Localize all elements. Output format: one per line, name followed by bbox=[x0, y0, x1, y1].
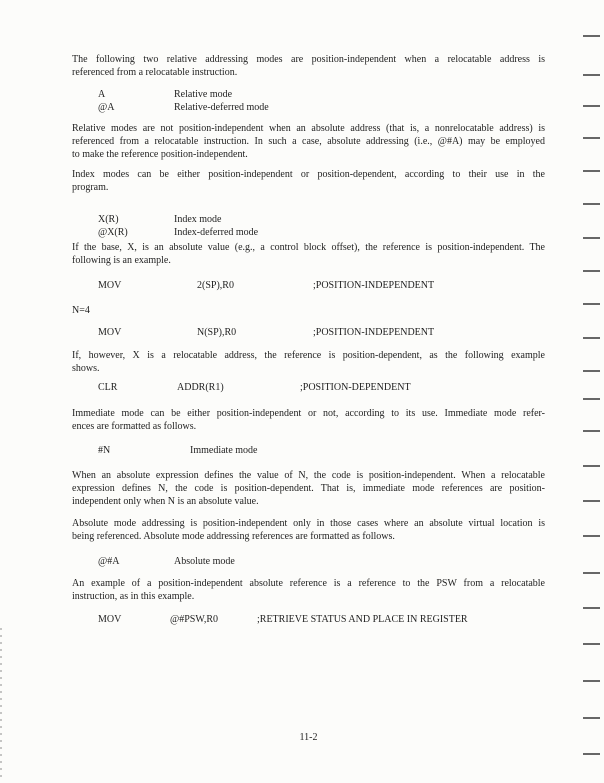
definition-row bbox=[72, 101, 545, 114]
scan-edge-mark bbox=[583, 607, 600, 609]
addressing-mode-name: Index-deferred mode bbox=[174, 227, 259, 238]
addressing-mode-syntax: @#A bbox=[98, 556, 120, 567]
text-line: referenced from a relocatable instruction. In such a case, absolute addressing (i.e., @#A) may be employed bbox=[72, 136, 545, 147]
scan-edge-mark bbox=[583, 753, 600, 755]
definition-row bbox=[72, 88, 545, 101]
scan-edge-mark bbox=[583, 203, 600, 205]
paragraph bbox=[72, 168, 545, 194]
addressing-mode-name: Relative mode bbox=[174, 89, 233, 100]
text-line: Immediate mode can be either position-independent or not, according to its use. Immediate mode refer- bbox=[72, 408, 545, 419]
text-line: If, however, X is a relocatable address, the reference is position-dependent, as the following example bbox=[72, 350, 545, 361]
addressing-mode-name: Absolute mode bbox=[174, 556, 235, 567]
scan-edge-mark bbox=[583, 535, 600, 537]
scan-edge-mark bbox=[583, 572, 600, 574]
code-line bbox=[72, 381, 592, 394]
code-comment: ;POSITION-INDEPENDENT bbox=[313, 327, 435, 338]
scan-edge-mark bbox=[583, 170, 600, 172]
text-line: expression defines N, the code is position-dependent. That is, immediate mode references are position- bbox=[72, 483, 545, 494]
code-mnemonic: MOV bbox=[98, 327, 122, 338]
paragraph bbox=[72, 577, 545, 603]
code-operand: N(SP),R0 bbox=[197, 327, 237, 338]
addressing-mode-syntax: #N bbox=[98, 445, 111, 456]
scan-edge-mark bbox=[583, 680, 600, 682]
code-line bbox=[72, 613, 592, 626]
scan-edge-mark bbox=[583, 717, 600, 719]
paragraph bbox=[72, 53, 545, 79]
scan-edge-mark bbox=[583, 398, 600, 400]
paragraph bbox=[72, 349, 545, 375]
scan-edge-mark bbox=[583, 370, 600, 372]
code-mnemonic: CLR bbox=[98, 382, 118, 393]
code-comment: ;RETRIEVE STATUS AND PLACE IN REGISTER bbox=[257, 614, 468, 625]
text-line: instruction, as in this example. bbox=[72, 591, 195, 602]
addressing-mode-syntax: @A bbox=[98, 102, 115, 113]
scan-edge-mark bbox=[583, 465, 600, 467]
paragraph bbox=[72, 241, 545, 267]
page-number: 11-2 bbox=[299, 732, 318, 743]
text-line: shows. bbox=[72, 363, 100, 374]
paragraph bbox=[72, 122, 545, 161]
text-line: An example of a position-independent absolute reference is a reference to the PSW from a relocatable bbox=[72, 578, 545, 589]
addressing-mode-syntax: A bbox=[98, 89, 106, 100]
code-operand: @#PSW,R0 bbox=[170, 614, 219, 625]
text-line: to make the reference position-independent. bbox=[72, 149, 248, 160]
scan-noise-artifact bbox=[0, 628, 2, 780]
code-mnemonic: MOV bbox=[98, 614, 122, 625]
text-line: ences are formatted as follows. bbox=[72, 421, 197, 432]
text-line: Index modes can be either position-independent or position-dependent, according to their use in the bbox=[72, 169, 545, 180]
paragraph bbox=[72, 469, 545, 508]
text-line: following is an example. bbox=[72, 255, 171, 266]
scan-edge-mark bbox=[583, 137, 600, 139]
text-line: The following two relative addressing modes are position-independent when a relocatable address is bbox=[72, 54, 545, 65]
definition-row bbox=[72, 555, 545, 568]
paragraph bbox=[72, 517, 545, 543]
addressing-mode-name: Immediate mode bbox=[190, 445, 258, 456]
text-line: Relative modes are not position-independent when an absolute address (that is, a nonrelocatable address) is bbox=[72, 123, 545, 134]
paragraph bbox=[72, 407, 545, 433]
scan-edge-mark bbox=[583, 270, 600, 272]
addressing-mode-syntax: X(R) bbox=[98, 214, 119, 225]
code-operand: ADDR(R1) bbox=[177, 382, 224, 393]
text-line: referenced from a relocatable instruction. bbox=[72, 67, 238, 78]
code-comment: ;POSITION-DEPENDENT bbox=[300, 382, 411, 393]
scan-edge-mark bbox=[583, 237, 600, 239]
text-line: being referenced. Absolute mode addressing references are formatted as follows. bbox=[72, 531, 395, 542]
scan-edge-mark bbox=[583, 500, 600, 502]
code-mnemonic: MOV bbox=[98, 280, 122, 291]
scan-edge-mark bbox=[583, 105, 600, 107]
scan-edge-mark bbox=[583, 430, 600, 432]
text-line: If the base, X, is an absolute value (e.g., a control block offset), the reference is position-independent. The bbox=[72, 242, 545, 253]
text-line: independent only when N is an absolute value. bbox=[72, 496, 259, 507]
text-line: When an absolute expression defines the value of N, the code is position-independent. When a relocatable bbox=[72, 470, 545, 481]
scan-edge-mark bbox=[583, 35, 600, 37]
scan-edge-mark bbox=[583, 337, 600, 339]
definition-row bbox=[72, 226, 545, 239]
scan-edge-mark bbox=[583, 643, 600, 645]
definition-row bbox=[72, 213, 545, 226]
code-operand: 2(SP),R0 bbox=[197, 280, 234, 291]
text-line: Absolute mode addressing is position-independent only in those cases where an absolute virtual location is bbox=[72, 518, 545, 529]
scan-edge-mark bbox=[583, 74, 600, 76]
text-line: program. bbox=[72, 182, 109, 193]
code-comment: ;POSITION-INDEPENDENT bbox=[313, 280, 435, 291]
code-line bbox=[72, 279, 592, 292]
definition-row bbox=[72, 444, 545, 457]
assignment-statement: N=4 bbox=[72, 305, 90, 316]
addressing-mode-syntax: @X(R) bbox=[98, 227, 128, 238]
addressing-mode-name: Relative-deferred mode bbox=[174, 102, 269, 113]
addressing-mode-name: Index mode bbox=[174, 214, 222, 225]
code-line bbox=[72, 326, 592, 339]
scan-edge-mark bbox=[583, 303, 600, 305]
